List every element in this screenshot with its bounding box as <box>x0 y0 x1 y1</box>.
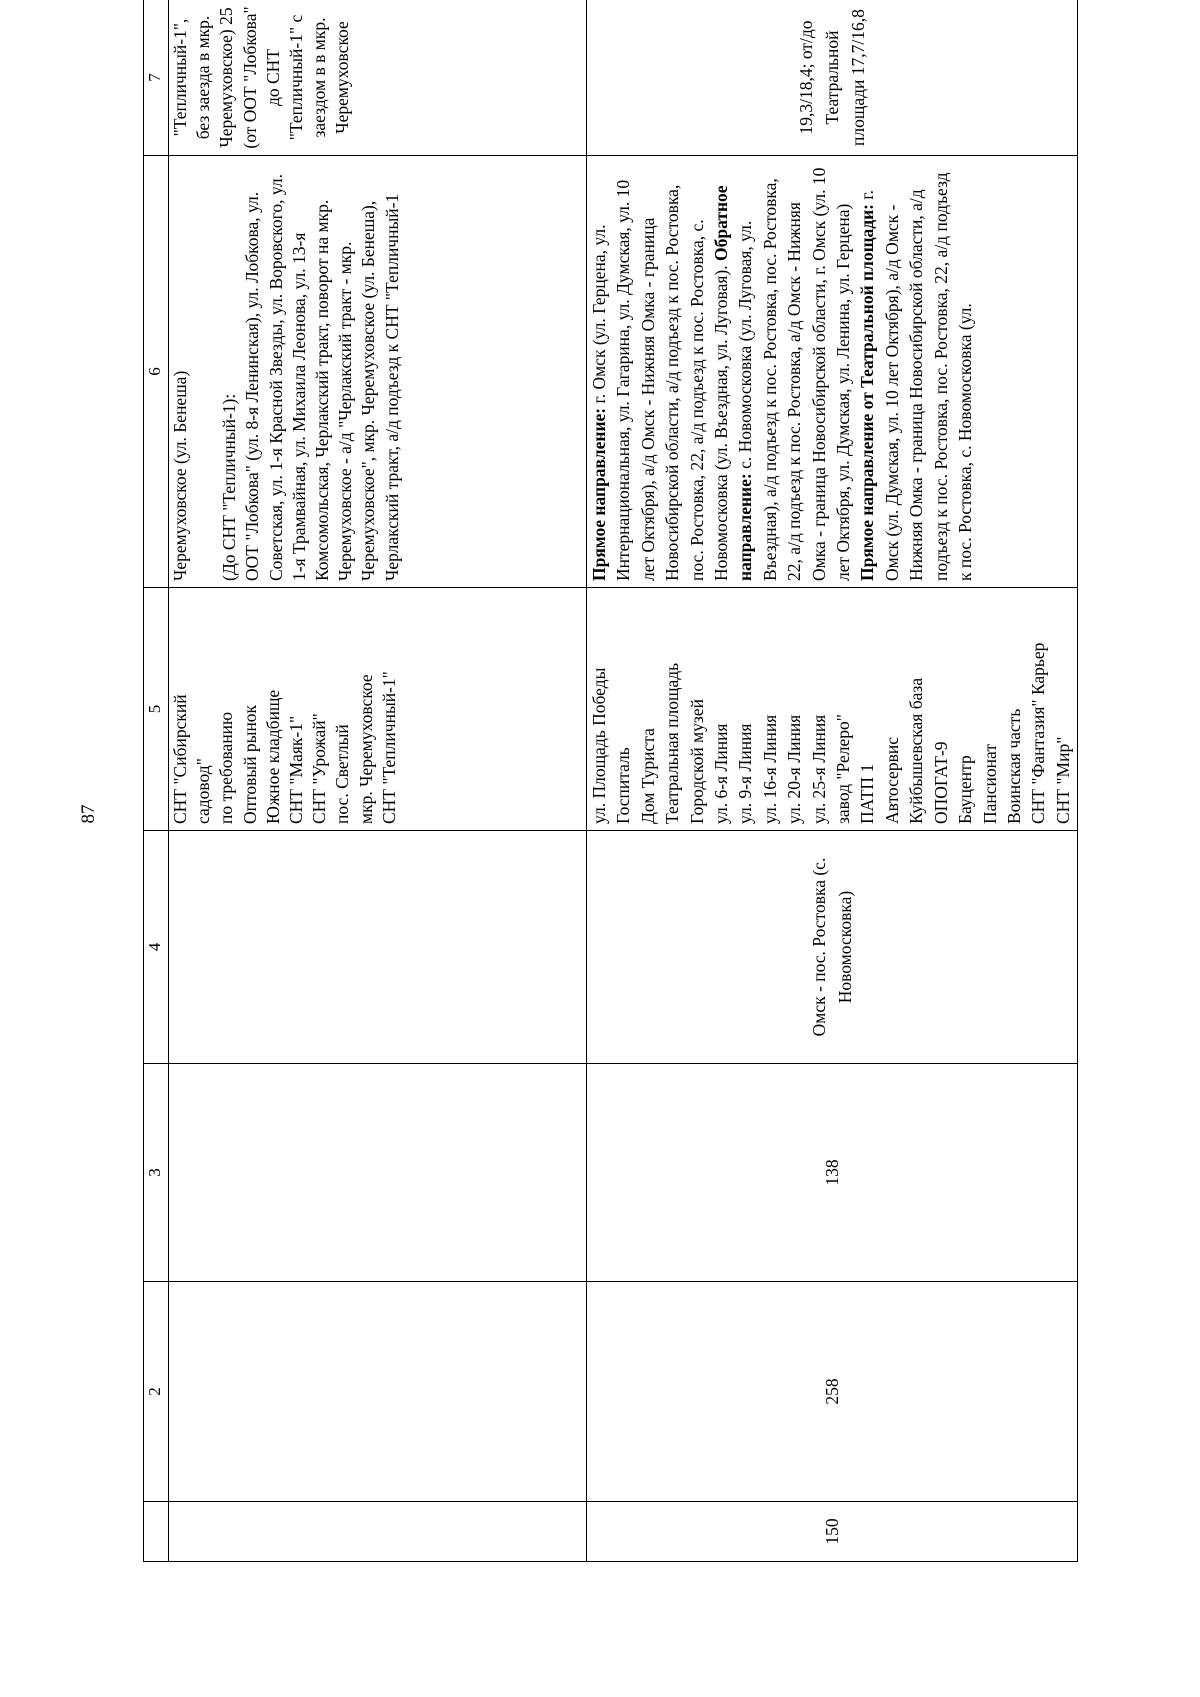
direction-label: Прямое направление от Театральной площади: <box>857 204 878 581</box>
header-cell-5: 5 <box>144 588 169 831</box>
registry-number-cell <box>169 1282 587 1502</box>
stop-name: пос. Светлый <box>332 724 353 824</box>
distance-cell: 19,3/18,4; от/до Театральной площади 17,7/16,8 <box>587 0 1078 156</box>
header-cell-7: 7 <box>144 0 169 156</box>
stop-name: Южное кладбище <box>262 689 283 824</box>
registry-number-cell: 258 <box>587 1282 1078 1502</box>
page-number: 87 <box>78 804 99 824</box>
stop-name: ул. 20-я Линия <box>784 714 805 824</box>
stops-cell <box>587 588 1078 831</box>
stop-name: Госпиталь <box>613 747 634 824</box>
header-cell-1 <box>144 1502 169 1562</box>
header-cell-6: 6 <box>144 156 169 588</box>
distance-cell: "Тепличный-1", без заезда в мкр. Черемуховское) 25 (от ООТ "Лобкова" до СНТ "Тепличный-1" с заездом в в мкр. Черемуховское <box>169 0 587 156</box>
direction-theatre <box>855 162 977 581</box>
stop-name: ОПОГАТ-9 <box>930 741 951 824</box>
direction-backward <box>711 168 853 581</box>
stop-name: ул. Площадь Победы <box>589 667 609 824</box>
stop-name: ПАТП 1 <box>857 763 878 824</box>
route-code-cell: 138 <box>587 1064 1078 1282</box>
stop-name: Пансионат <box>979 744 1000 824</box>
stop-name: Бауцентр <box>955 755 976 824</box>
stop-name: ул. 16-я Линия <box>759 714 780 824</box>
header-cell-2: 2 <box>144 1282 169 1502</box>
stop-name: СНТ "Фантазия" Карьер <box>1028 642 1049 824</box>
streets-cell <box>587 156 1078 588</box>
stop-name: СНТ "Мир" <box>1052 736 1073 824</box>
header-cell-4: 4 <box>144 831 169 1064</box>
streets-text: Черемуховское (ул. Бенеша) <box>170 370 190 581</box>
stop-name: завод "Релеро" <box>833 714 854 824</box>
direction-text: с. Новомосковка (ул. Луговая, ул. Въездная), а/д подъезд к пос. Ростовка, пос. Ростовка, 22, а/д подъезд к пос. Ростовка, а/д Омск - Нижняя Омка - граница Новосибирской области, г. Омск (ул. 10 лет Октября, ул. Думская, ул. Ленина, ул. Герцена) <box>735 167 854 581</box>
rotated-table-container <box>143 0 1076 1562</box>
blank-line <box>192 162 218 581</box>
table-row <box>169 0 587 1562</box>
route-code-cell <box>169 1064 587 1282</box>
stop-name: Городской музей <box>686 699 707 824</box>
direction-label: Прямое направление: <box>589 407 609 581</box>
streets-text: (До СНТ "Тепличный-1): <box>219 393 240 581</box>
streets-text: ООТ "Лобкова" (ул. 8-я Ленинская), ул. Лобкова, ул. Советская, ул. 1-я Красной Звезды, ул. Воровского, ул. 1-я Трамвайная, ул. Михаила Леонова, ул. 13-я Комсомольская, Черлакский тракт, поворот на мкр. Черемуховское - а/д "Черлакский тракт - мкр. Черемуховское", мкр. Черемуховское (ул. Бенеша), Черлакский тракт, а/д подъезд к СНТ "Тепличный-1 <box>242 169 402 581</box>
route-table <box>143 0 1078 1562</box>
direction-forward <box>589 180 731 581</box>
table-row <box>587 0 1078 1562</box>
direction-text: г. Омск (ул. Герцена, ул. Интернациональная, ул. Гагарина, ул. Думская, ул. 10 лет Октября), а/д Омск - Нижняя Омка - граница Новосибирской области, а/д подъезд к пос. Ростовка, пос. Ростовка, 22, а/д подъезд к пос. Ростовка, с. Новомосковка (ул. Въездная, ул. Луговая). <box>589 179 732 581</box>
route-name-cell <box>169 831 587 1064</box>
stop-name: ул. 25-я Линия <box>808 714 829 824</box>
stop-name: Театральная площадь <box>662 662 683 824</box>
stop-name: садовод" <box>193 758 214 824</box>
route-name-cell: Омск - пос. Ростовка (с. Новомосковка) <box>587 831 1078 1064</box>
stop-name: СНТ "Урожай" <box>309 713 330 824</box>
stop-name: Куйбышевская база <box>906 677 927 824</box>
streets-cell <box>169 156 587 588</box>
stop-name: мкр. Черемуховское <box>355 674 376 824</box>
stop-name: ул. 9-я Линия <box>735 723 756 824</box>
stop-name: Оптовый рынок <box>239 704 260 824</box>
header-cell-3: 3 <box>144 1064 169 1282</box>
stop-name: Дом Туриста <box>637 728 658 824</box>
direction-text: г. Омск (ул. Думская, ул. 10 лет Октября), а/д Омск - Нижняя Омка - граница Новосибирской области, а/д подъезд к пос. Ростовка, пос. Ростовка, 22, а/д подъезд к пос. Ростовка, с. Новомосковка (ул. <box>857 168 976 581</box>
route-number-cell <box>169 1502 587 1562</box>
stop-name: Автосервис <box>881 737 902 824</box>
stop-name: СНТ "Сибирский <box>170 694 190 824</box>
stop-name: СНТ "Маяк-1" <box>286 715 307 824</box>
stop-name: ул. 6-я Линия <box>711 723 732 824</box>
route-number-cell: 150 <box>587 1502 1078 1562</box>
stop-name: СНТ "Тепличный-1" <box>378 671 399 824</box>
stop-name: по требованию <box>216 711 237 824</box>
direction-label: Обратное направление: <box>711 185 756 581</box>
header-row <box>144 0 169 1562</box>
stops-cell <box>169 588 587 831</box>
stop-name: Воинская часть <box>1003 708 1024 824</box>
